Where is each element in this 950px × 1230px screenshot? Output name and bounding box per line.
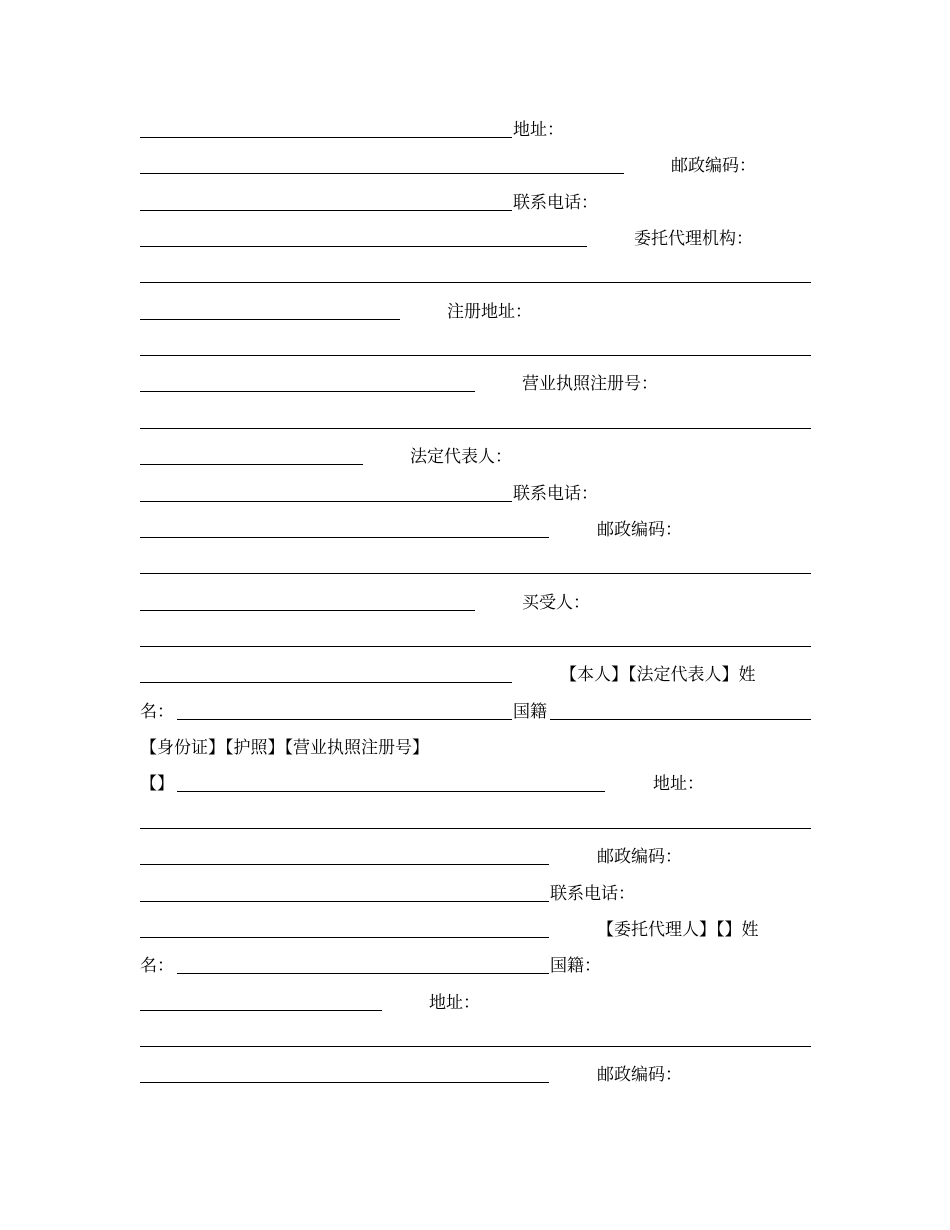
field-label: 邮政编码： (597, 847, 682, 867)
blank-field[interactable] (140, 464, 363, 465)
field-label: 【身份证】【护照】【营业执照注册号】 (140, 738, 429, 758)
blank-field[interactable] (140, 428, 811, 429)
field-label: 买受人： (522, 593, 590, 613)
blank-field[interactable] (140, 282, 811, 283)
postal-code-line (140, 1061, 811, 1089)
postal-code-line (140, 516, 811, 544)
field-label: 地址： (513, 120, 564, 140)
phone-line (140, 189, 811, 217)
field-label: 国籍： (550, 956, 601, 976)
blank-line (140, 261, 811, 289)
address-line (140, 989, 811, 1017)
field-label: 邮政编码： (597, 1065, 682, 1085)
id-document-line (140, 734, 811, 762)
field-label: 委托代理机构： (634, 229, 753, 249)
blank-field[interactable] (140, 1082, 549, 1083)
field-label: 法定代表人： (410, 447, 512, 467)
blank-field[interactable] (140, 682, 512, 683)
blank-field[interactable] (177, 719, 512, 720)
field-label: 注册地址： (447, 302, 532, 322)
blank-field[interactable] (140, 501, 512, 502)
blank-field[interactable] (140, 901, 549, 902)
blank-line (140, 807, 811, 835)
field-label: 国籍 (513, 702, 547, 722)
field-label: 【本人】【法定代表人】姓 (560, 665, 756, 685)
blank-field[interactable] (140, 355, 811, 356)
field-prefix: 名： (140, 702, 174, 722)
field-label: 联系电话： (513, 193, 598, 213)
address-line (140, 116, 811, 144)
blank-line (140, 552, 811, 580)
id-number-address-line (140, 770, 811, 798)
name-nationality-line (140, 698, 811, 726)
blank-field[interactable] (140, 610, 475, 611)
blank-field[interactable] (140, 137, 512, 138)
postal-code-line (140, 843, 811, 871)
blank-field[interactable] (177, 791, 605, 792)
agent-name-nationality-line (140, 952, 811, 980)
blank-field[interactable] (177, 973, 549, 974)
field-label: 邮政编码： (671, 156, 756, 176)
blank-field[interactable] (140, 828, 811, 829)
blank-field[interactable] (140, 210, 512, 211)
field-label: 地址： (429, 993, 480, 1013)
license-number-line (140, 370, 811, 398)
field-label: 地址： (653, 774, 704, 794)
field-label: 营业执照注册号： (522, 374, 658, 394)
postal-code-line (140, 152, 811, 180)
field-label: 联系电话： (513, 484, 598, 504)
legal-rep-line (140, 443, 811, 471)
field-prefix: 名： (140, 956, 174, 976)
blank-field[interactable] (140, 246, 587, 247)
field-label: 【委托代理人】【】姓 (597, 920, 759, 940)
agent-line (140, 916, 811, 944)
agency-line (140, 225, 811, 253)
blank-line (140, 407, 811, 435)
blank-field[interactable] (140, 573, 811, 574)
phone-line (140, 880, 811, 908)
field-label: 联系电话： (550, 884, 635, 904)
field-label: 邮政编码： (597, 520, 682, 540)
blank-field[interactable] (550, 719, 811, 720)
identity-type-line (140, 661, 811, 689)
blank-line (140, 625, 811, 653)
buyer-line (140, 589, 811, 617)
registered-address-line (140, 298, 811, 326)
blank-line (140, 334, 811, 362)
blank-field[interactable] (140, 391, 475, 392)
blank-line (140, 1025, 811, 1053)
blank-field[interactable] (140, 173, 624, 174)
blank-field[interactable] (140, 864, 549, 865)
blank-field[interactable] (140, 646, 811, 647)
phone-line (140, 480, 811, 508)
blank-field[interactable] (140, 937, 549, 938)
blank-field[interactable] (140, 537, 549, 538)
blank-field[interactable] (140, 1010, 382, 1011)
field-prefix: 【】 (140, 774, 174, 794)
blank-field[interactable] (140, 1046, 811, 1047)
blank-field[interactable] (140, 319, 400, 320)
